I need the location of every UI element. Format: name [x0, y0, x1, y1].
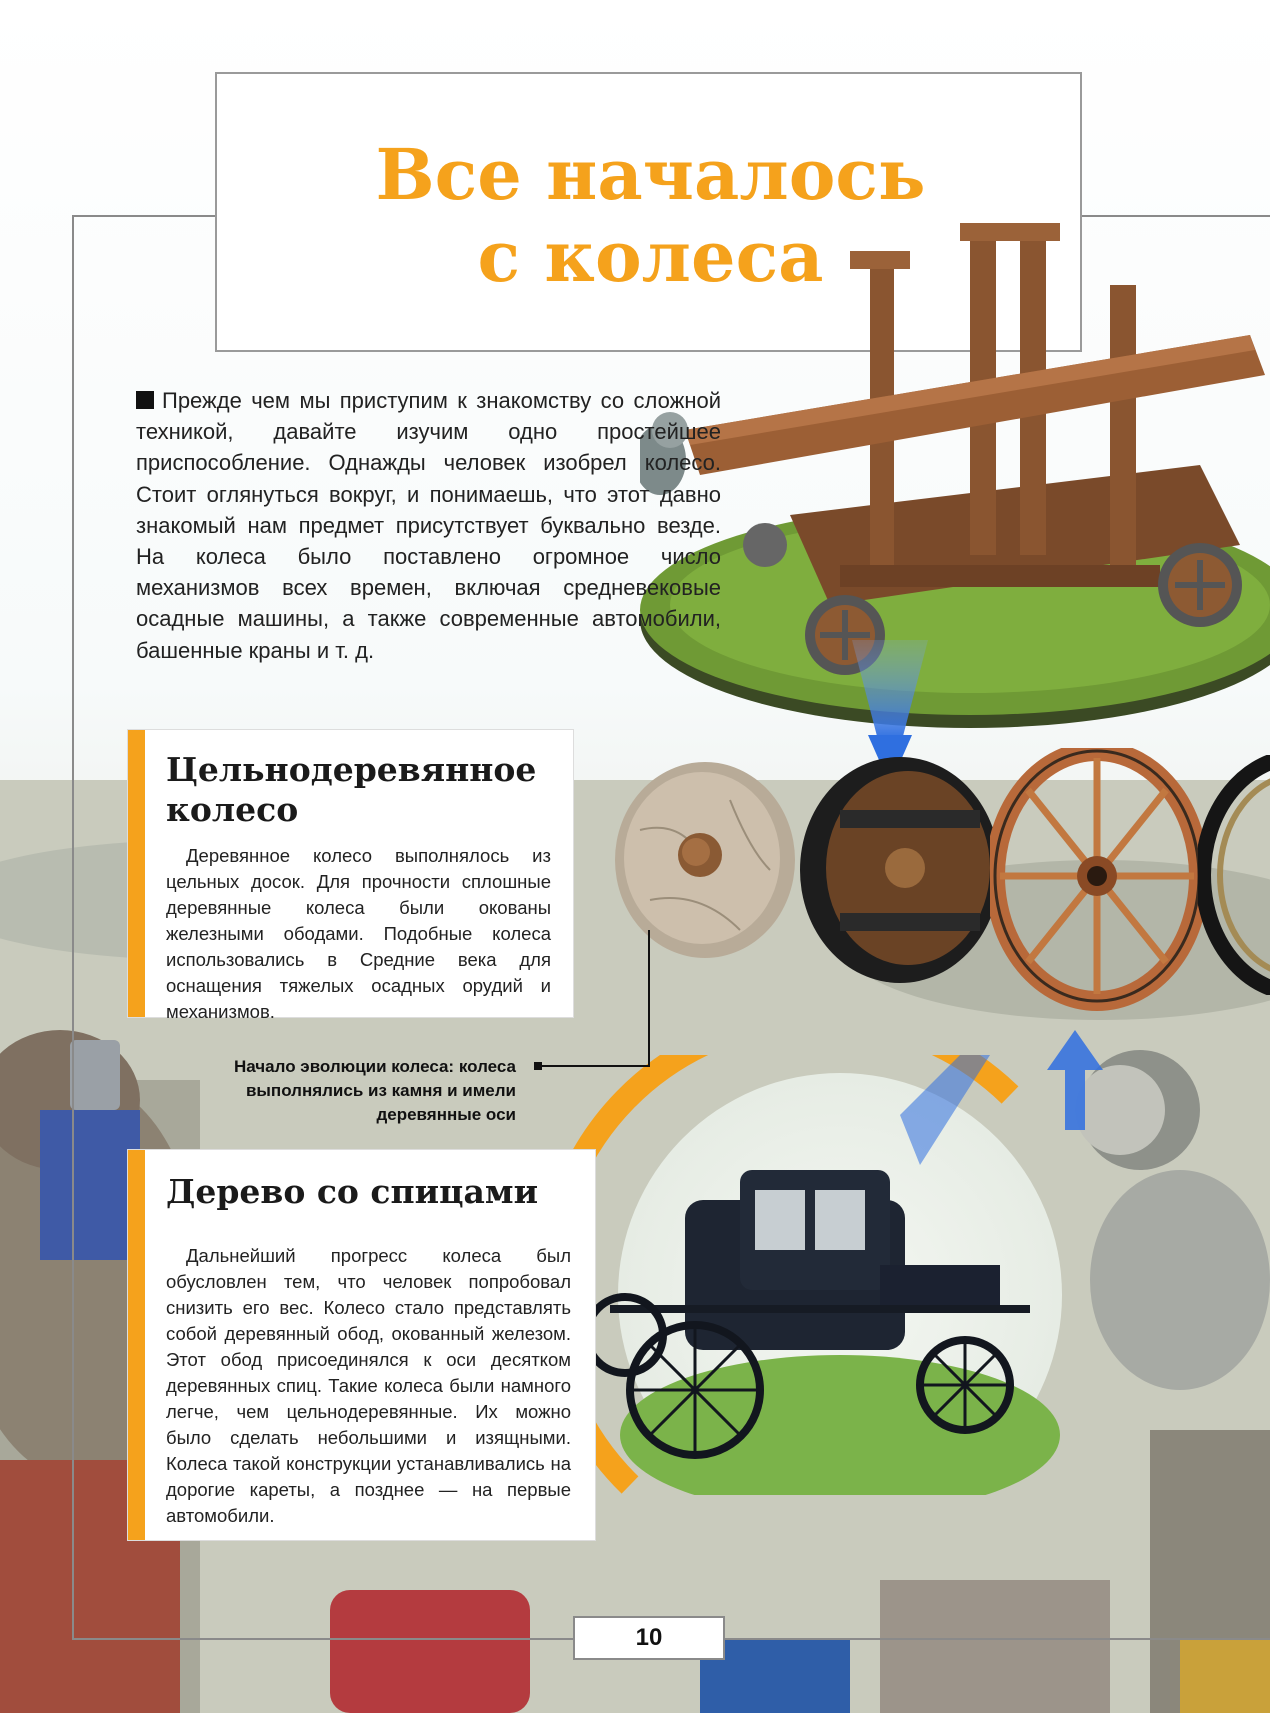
caption-pointer-vline: [648, 930, 650, 1067]
section-text: Деревянное колесо выполнялось из цельных досок. Для прочности сплошные деревянные колеса были окованы железными ободами. Подобные колеса использовались в Средние века для оснащения тяжелых осадных орудий и механизмов.: [166, 845, 551, 1022]
bullet-square-icon: [136, 391, 154, 409]
carriage-illustration: [570, 1055, 1090, 1495]
page-title-line1: Все началось: [375, 133, 926, 216]
page-title-line2: с колеса: [477, 215, 824, 298]
intro-text: Прежде чем мы приступим к знакомству со сложной техникой, давайте изучим одно простейшее приспособление. Однажды человек изобрел колесо. Стоит оглянуться вокруг, и понимаешь, что этот давно знакомый нам предмет присутствует буквально везде. На колеса было поставлено огромное число механизмов всех времен, включая средневековые осадные машины, а также современные автомобили, башенные краны и т. д.: [136, 388, 721, 663]
caption-pointer-dot: [534, 1062, 542, 1070]
wheel-caption: Начало эволюции колеса: колеса выполнялись из камня и имели деревянные оси: [233, 1057, 516, 1124]
section-spoked-wheel: [128, 1150, 595, 1540]
section-solid-wheel: [128, 730, 573, 1022]
black-wheel: [1198, 755, 1270, 995]
arrow-up-icon: [1045, 1030, 1105, 1130]
section-text: Дальнейший прогресс колеса был обусловлен тем, что человек попробовал снизить его вес. Колесо стало представлять собой деревянный обод, окованный железом. Этот обод присоединялся к оси десятком деревянных спиц. Такие колеса были намного легче, чем цельнодеревянные. Их можно было сделать небольшими и изящными. Колеса такой конструкции устанавливались на дорогие кареты, а позднее — на первые автомобили.: [166, 1245, 571, 1526]
catapult-illustration: [640, 215, 1270, 755]
stone-wheel: [610, 760, 800, 960]
accent-bar: [128, 1150, 145, 1540]
page-number: 10: [573, 1616, 725, 1660]
section-heading: Цельнодеревянное колесо: [166, 750, 537, 829]
caption-pointer-line: [542, 1065, 650, 1067]
section-heading: Дерево со спицами: [166, 1172, 539, 1211]
wooden-disc-wheel: [790, 755, 1000, 985]
spoked-wheel: [990, 748, 1205, 1038]
intro-paragraph: [136, 385, 721, 666]
accent-bar: [128, 730, 145, 1017]
